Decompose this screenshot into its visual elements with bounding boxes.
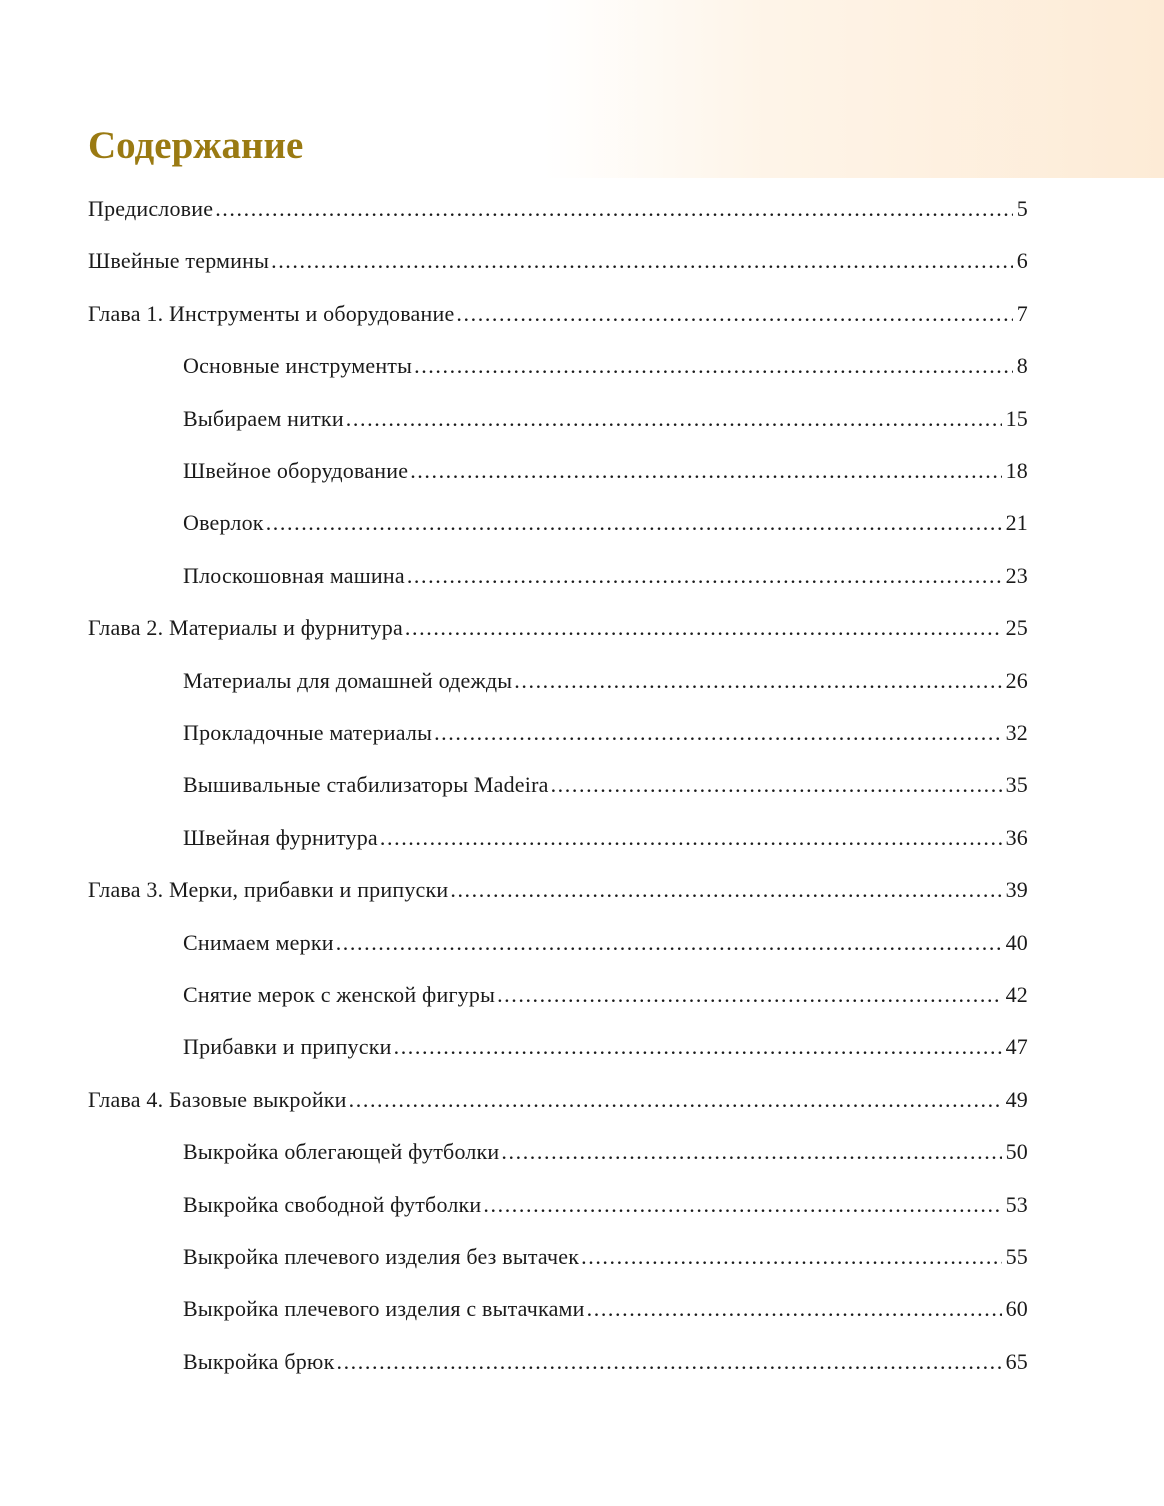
toc-page-number: 50: [1005, 1139, 1028, 1165]
toc-dot-leader: [501, 1126, 1001, 1178]
toc-dot-leader: [336, 917, 1002, 969]
toc-dot-leader: [405, 602, 1002, 654]
toc-section-entry[interactable]: [183, 1231, 1028, 1283]
toc-entry-label: Оверлок: [183, 510, 264, 536]
page-title: Содержание: [88, 124, 304, 167]
toc-entry-label: Выкройка облегающей футболки: [183, 1139, 500, 1165]
toc-page-number: 23: [1005, 562, 1028, 588]
toc-section-entry[interactable]: [183, 917, 1028, 969]
toc-entry-label: Предисловие: [88, 196, 214, 221]
toc-section-entry[interactable]: [183, 655, 1028, 707]
toc-section-entry[interactable]: [183, 1179, 1028, 1231]
toc-chapter-entry[interactable]: [88, 288, 1028, 340]
toc-chapter-entry[interactable]: [88, 864, 1028, 916]
toc-section-entry[interactable]: [183, 759, 1028, 811]
toc-section-entry[interactable]: [183, 550, 1028, 602]
toc-entry-label: Швейная фурнитура: [183, 824, 378, 850]
toc-page-number: 21: [1005, 510, 1028, 536]
toc-section-entry[interactable]: [183, 1021, 1028, 1073]
toc-entry-label: Прибавки и припуски: [183, 1034, 392, 1060]
toc-page-number: 6: [1016, 248, 1028, 274]
toc-dot-leader: [349, 1074, 1002, 1126]
toc-dot-leader: [483, 1179, 1001, 1231]
toc-section-entry[interactable]: [183, 497, 1028, 549]
toc-entry-label: Основные инструменты: [183, 353, 413, 379]
toc-entry-label: Глава 2. Материалы и фурнитура: [88, 615, 403, 641]
toc-dot-leader: [551, 759, 1002, 811]
toc-dot-leader: [456, 288, 1012, 340]
toc-entry-label: Глава 4. Базовые выкройки: [88, 1086, 347, 1112]
toc-page-number: 39: [1005, 877, 1028, 903]
toc-page-number: 65: [1005, 1348, 1028, 1374]
toc-dot-leader: [414, 340, 1013, 392]
toc-dot-leader: [410, 445, 1001, 497]
toc-entry-label: Вышивальные стабилизаторы Madeira: [183, 772, 549, 798]
toc-section-entry[interactable]: [183, 1336, 1028, 1388]
toc-entry-label: Прокладочные материалы: [183, 720, 433, 745]
toc-dot-leader: [497, 969, 1002, 1021]
toc-entry-label: Глава 1. Инструменты и оборудование: [88, 300, 455, 326]
toc-page-number: 36: [1005, 824, 1028, 850]
toc-entry-label: Снимаем мерки: [183, 929, 334, 955]
toc-entry-label: Глава 3. Мерки, прибавки и припуски: [88, 877, 449, 903]
toc-chapter-entry[interactable]: [88, 602, 1028, 654]
toc-page-number: 8: [1016, 353, 1028, 379]
toc-dot-leader: [407, 550, 1002, 602]
toc-entry-label: Выбираем нитки: [183, 405, 344, 431]
toc-section-entry[interactable]: [183, 969, 1028, 1021]
toc-dot-leader: [215, 183, 1013, 235]
toc-dot-leader: [581, 1231, 1001, 1283]
toc-section-entry[interactable]: [183, 445, 1028, 497]
toc-entry-label: Швейные термины: [88, 248, 270, 274]
toc-page-number: 40: [1005, 929, 1028, 955]
toc-entry-label: Швейное оборудование: [183, 458, 409, 483]
toc-dot-leader: [587, 1283, 1002, 1335]
toc-page-number: 53: [1005, 1191, 1028, 1217]
toc-page-number: 15: [1005, 405, 1028, 431]
toc-section-entry[interactable]: [183, 812, 1028, 864]
toc-section-entry[interactable]: [183, 1126, 1028, 1178]
toc-page-number: 47: [1005, 1034, 1028, 1060]
toc-page-number: 55: [1005, 1244, 1028, 1269]
toc-entry-label: Выкройка плечевого изделия без вытачек: [183, 1244, 580, 1269]
toc-dot-leader: [434, 707, 1002, 759]
toc-section-entry[interactable]: [183, 1283, 1028, 1335]
toc-entry-label: Выкройка брюк: [183, 1348, 335, 1374]
toc-page-number: 25: [1005, 615, 1028, 641]
header-background-wash: [544, 0, 1164, 178]
toc-entry-label: Плоскошовная машина: [183, 562, 405, 588]
toc-section-entry[interactable]: [183, 340, 1028, 392]
toc-page-number: 49: [1005, 1086, 1028, 1112]
toc-page-number: 32: [1005, 720, 1028, 745]
toc-entry-label: Снятие мерок с женской фигуры: [183, 982, 496, 1007]
toc-dot-leader: [514, 655, 1001, 707]
toc-page-number: 42: [1005, 982, 1028, 1007]
toc-page-number: 5: [1016, 196, 1028, 221]
toc-dot-leader: [346, 393, 1002, 445]
toc-section-entry[interactable]: [183, 393, 1028, 445]
toc-chapter-entry[interactable]: [88, 235, 1028, 287]
toc-dot-leader: [266, 497, 1002, 549]
toc-dot-leader: [450, 864, 1001, 916]
toc-entry-label: Материалы для домашней одежды: [183, 667, 513, 693]
toc-section-entry[interactable]: [183, 707, 1028, 759]
toc-dot-leader: [271, 235, 1013, 287]
toc-page-number: 7: [1016, 300, 1028, 326]
toc-dot-leader: [394, 1021, 1002, 1073]
toc-entry-label: Выкройка плечевого изделия с вытачками: [183, 1296, 585, 1322]
toc-page-number: 18: [1005, 458, 1028, 483]
toc-dot-leader: [380, 812, 1002, 864]
toc-dot-leader: [336, 1336, 1001, 1388]
toc-chapter-entry[interactable]: [88, 1074, 1028, 1126]
toc-chapter-entry[interactable]: [88, 183, 1028, 235]
toc-entry-label: Выкройка свободной футболки: [183, 1191, 482, 1217]
toc-page-number: 60: [1005, 1296, 1028, 1322]
toc-page-number: 35: [1005, 772, 1028, 798]
toc-page-number: 26: [1005, 667, 1028, 693]
